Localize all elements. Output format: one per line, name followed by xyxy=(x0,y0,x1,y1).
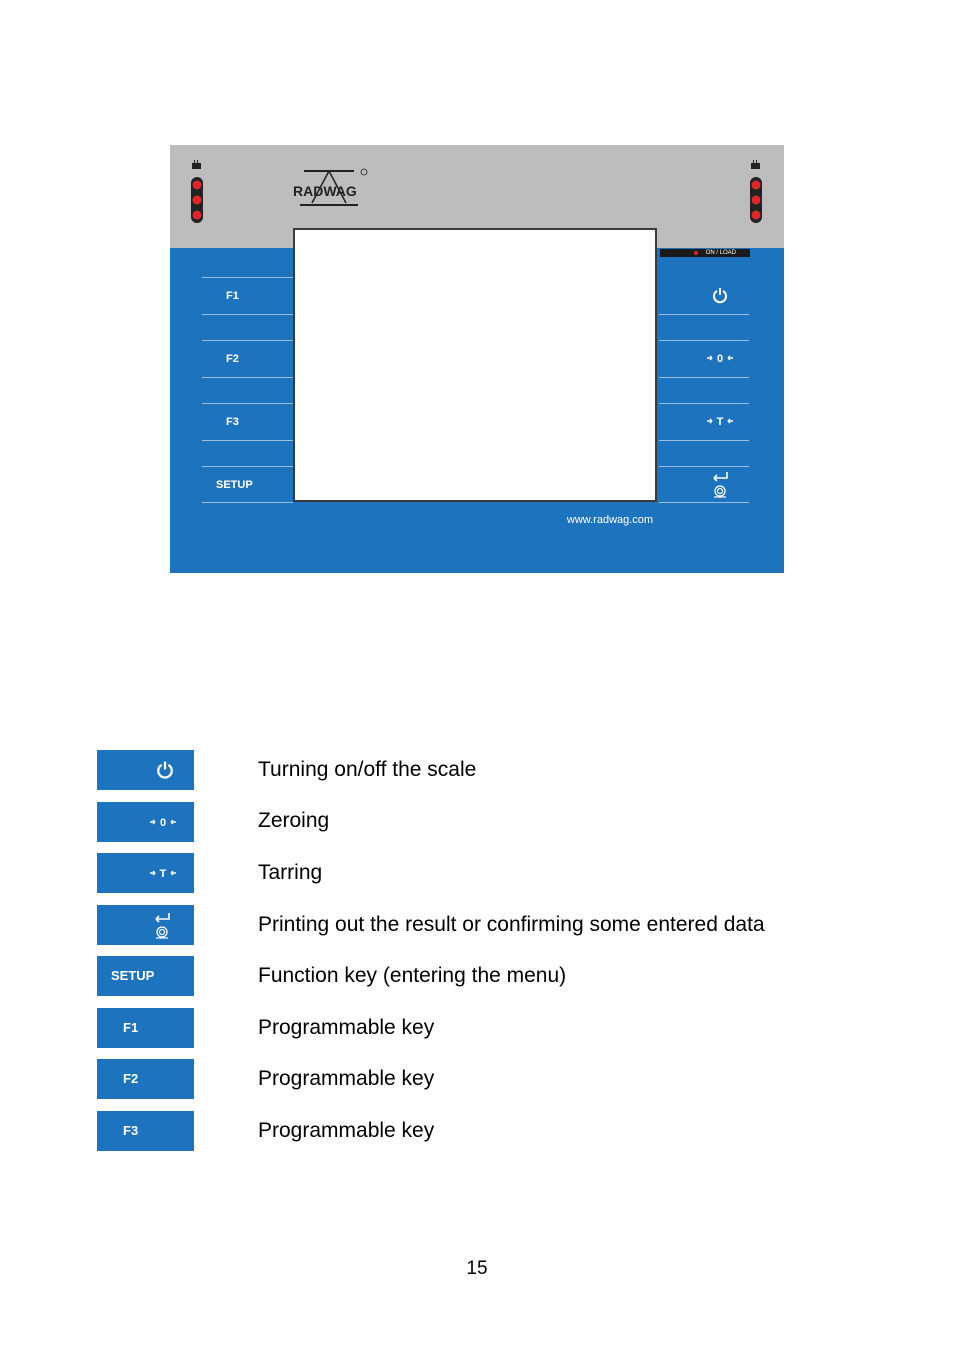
key-divider xyxy=(659,340,749,341)
legend-description: Programmable key xyxy=(258,1119,435,1142)
zero-icon xyxy=(706,351,734,365)
print-enter-icon xyxy=(152,910,172,940)
legend-setup-key xyxy=(97,956,194,996)
radwag-logo xyxy=(292,167,372,209)
legend-description: Zeroing xyxy=(258,809,330,832)
key-divider xyxy=(659,466,749,467)
legend-f3-key xyxy=(97,1111,194,1151)
level-indicator-left-icon xyxy=(189,159,205,225)
panel-zero-key[interactable] xyxy=(700,351,740,365)
legend-print-enter-key xyxy=(97,905,194,945)
print-enter-icon xyxy=(710,470,730,498)
key-divider xyxy=(202,377,293,378)
display-screen xyxy=(293,228,657,502)
key-divider xyxy=(202,340,293,341)
legend-f1-key xyxy=(97,1008,194,1048)
power-icon xyxy=(156,760,174,780)
zero-icon-text: 0 xyxy=(716,353,724,365)
panel-f2-key[interactable]: F2 xyxy=(226,353,239,365)
legend-setup-label: SETUP xyxy=(111,968,155,983)
legend-tare-key xyxy=(97,853,194,893)
legend-zero-key xyxy=(97,802,194,842)
on-load-indicator xyxy=(660,249,750,257)
key-divider xyxy=(659,403,749,404)
key-divider xyxy=(659,440,749,441)
panel-setup-key[interactable]: SETUP xyxy=(216,479,253,491)
tare-icon xyxy=(148,866,178,880)
red-led-icon xyxy=(694,251,698,255)
legend-f1-label: F1 xyxy=(123,1020,139,1035)
legend-f3-label: F3 xyxy=(123,1123,139,1138)
power-icon xyxy=(712,287,728,304)
scale-panel xyxy=(170,145,784,573)
panel-tare-key[interactable] xyxy=(700,414,740,428)
panel-f3-key[interactable]: F3 xyxy=(226,416,239,428)
panel-power-key[interactable] xyxy=(700,287,740,304)
legend-description: Turning on/off the scale xyxy=(258,758,477,781)
key-divider xyxy=(659,377,749,378)
panel-print-enter-key[interactable] xyxy=(700,470,740,498)
legend-power-key xyxy=(97,750,194,790)
logo-text: RADWAG xyxy=(293,183,357,199)
key-divider xyxy=(202,314,293,315)
key-divider xyxy=(202,403,293,404)
zero-icon-text: 0 xyxy=(159,817,167,829)
legend-description: Function key (entering the menu) xyxy=(258,964,567,987)
tare-icon xyxy=(706,414,734,428)
panel-f1-key[interactable]: F1 xyxy=(226,290,239,302)
tare-icon-text: T xyxy=(159,868,167,880)
level-indicator-right-icon xyxy=(748,159,764,225)
key-divider xyxy=(202,440,293,441)
legend-description: Programmable key xyxy=(258,1016,435,1039)
key-divider xyxy=(202,466,293,467)
website-label: www.radwag.com xyxy=(566,514,654,526)
legend-f2-label: F2 xyxy=(123,1071,139,1086)
page-number: 15 xyxy=(466,1258,488,1279)
on-load-label: ON / LOAD xyxy=(705,250,736,256)
legend-description: Programmable key xyxy=(258,1067,435,1090)
legend-description: Tarring xyxy=(258,861,323,884)
zero-icon xyxy=(148,815,178,829)
key-divider xyxy=(202,277,293,278)
legend-description: Printing out the result or confirming some entered data xyxy=(258,913,765,936)
key-divider xyxy=(659,314,749,315)
legend-f2-key xyxy=(97,1059,194,1099)
key-divider xyxy=(659,502,749,503)
key-divider xyxy=(202,502,293,503)
tare-icon-text: T xyxy=(716,416,724,428)
